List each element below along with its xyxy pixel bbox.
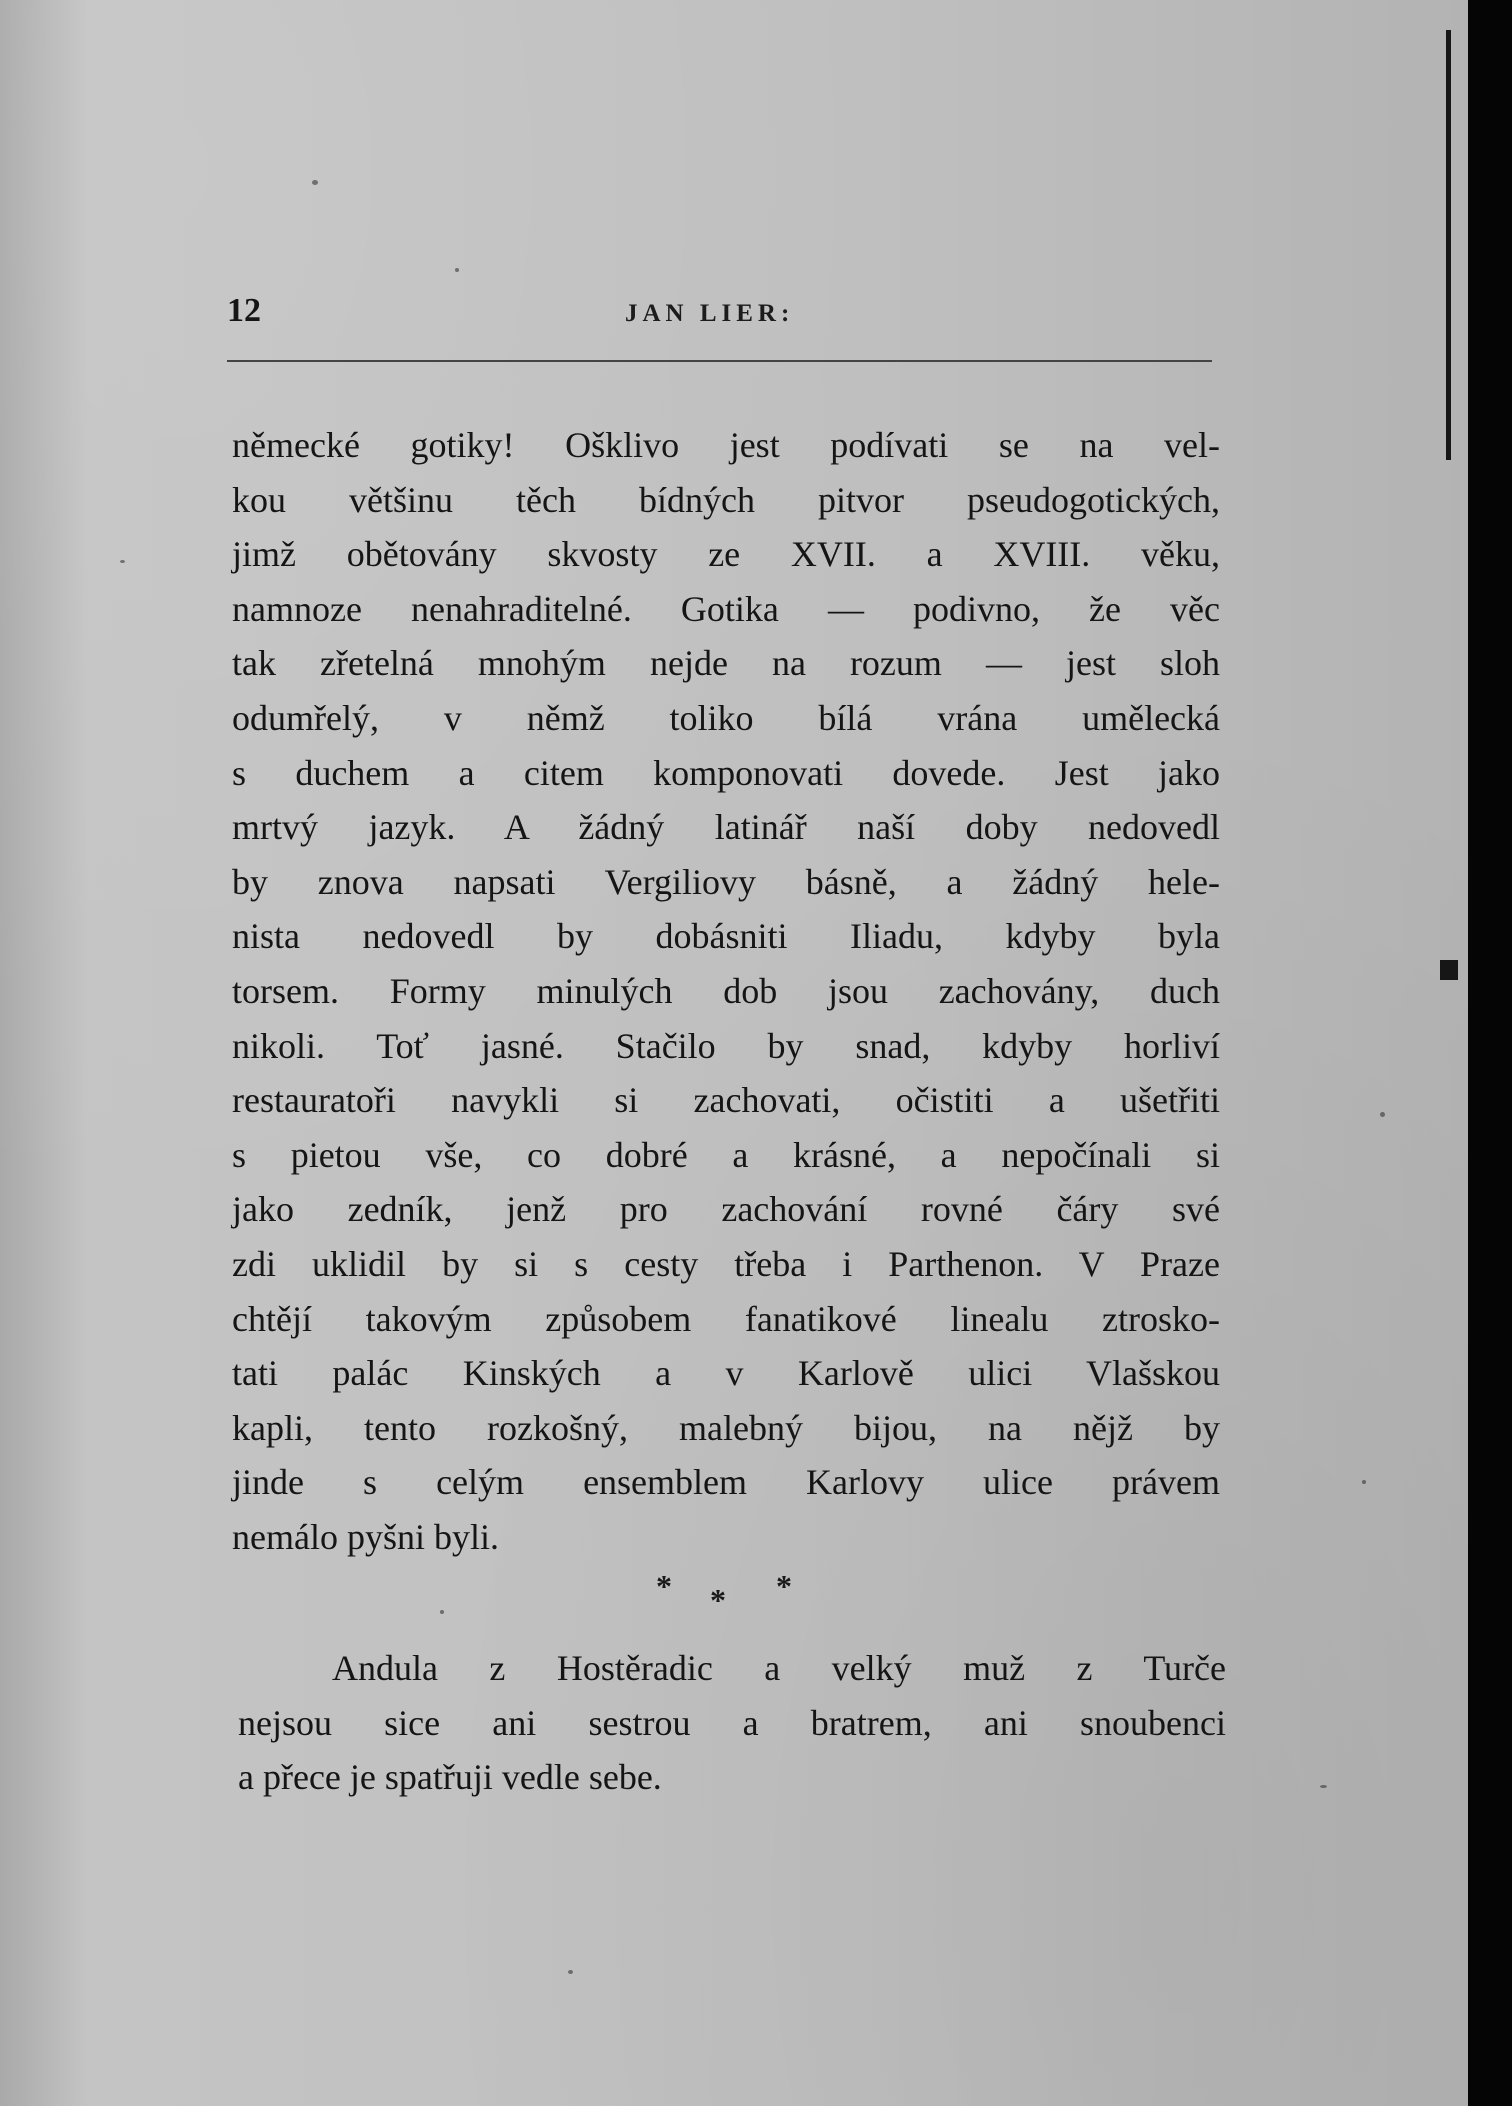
text-line: nikoli. Toť jasné. Stačilo by snad, kdyby horliví xyxy=(232,1025,1220,1066)
text-line: s pietou vše, co dobré a krásné, a nepočínali si xyxy=(232,1134,1220,1175)
text-line: mrtvý jazyk. A žádný latinář naší doby nedovedl xyxy=(232,807,1220,848)
body-paragraph-1 xyxy=(232,418,1220,1564)
text-line: zdi uklidil by si s cesty třeba i Parthenon. V Praze xyxy=(232,1243,1220,1284)
separator-asterisk: * xyxy=(776,1568,792,1604)
paper-speck xyxy=(1362,1480,1366,1484)
text-line: nemálo pyšni byli. xyxy=(232,1516,499,1557)
text-line: odumřelý, v němž toliko bílá vrána umělecká xyxy=(232,697,1220,738)
paper-speck xyxy=(120,560,125,563)
paper-speck xyxy=(1380,1112,1385,1117)
separator-asterisk: * xyxy=(710,1582,726,1618)
text-line: tati palác Kinských a v Karlově ulici Vlašskou xyxy=(232,1353,1220,1394)
text-line: kapli, tento rozkošný, malebný bijou, na nějž by xyxy=(232,1407,1220,1448)
separator-asterisk: * xyxy=(656,1568,672,1604)
page-header xyxy=(227,292,1213,342)
body-paragraph-2 xyxy=(238,1641,1226,1805)
text-line: kou většinu těch bídných pitvor pseudogotických, xyxy=(232,479,1220,520)
text-line: nejsou sice ani sestrou a bratrem, ani snoubenci xyxy=(238,1702,1226,1743)
text-line: jimž obětovány skvosty ze XVII. a XVIII. věku, xyxy=(232,534,1220,575)
text-line: jako zedník, jenž pro zachování rovné čáry své xyxy=(232,1189,1220,1230)
text-line: tak zřetelná mnohým nejde na rozum — jest sloh xyxy=(232,643,1220,684)
scan-border xyxy=(1468,0,1512,2106)
page-number: 12 xyxy=(227,292,261,329)
text-line: restauratoři navykli si zachovati, očistiti a ušetřiti xyxy=(232,1080,1220,1121)
paper-speck xyxy=(1320,1785,1327,1788)
running-head: JAN LIER: xyxy=(625,300,795,327)
text-line: namnoze nenahraditelné. Gotika — podivno, že věc xyxy=(232,588,1220,629)
text-line: a přece je spatřuji vedle sebe. xyxy=(238,1757,662,1798)
page-edge-mark xyxy=(1440,960,1458,980)
page-edge-shadow xyxy=(1446,30,1451,460)
header-rule xyxy=(227,360,1212,362)
paper-speck xyxy=(312,180,318,185)
text-line: jinde s celým ensemblem Karlovy ulice právem xyxy=(232,1462,1220,1503)
text-line: by znova napsati Vergiliovy básně, a žádný hele- xyxy=(232,861,1220,902)
text-line: s duchem a citem komponovati dovede. Jest jako xyxy=(232,752,1220,793)
text-line: torsem. Formy minulých dob jsou zachovány, duch xyxy=(232,970,1220,1011)
text-line: chtějí takovým způsobem fanatikové linealu ztrosko- xyxy=(232,1298,1220,1339)
text-line: Andula z Hostěradic a velký muž z Turče xyxy=(332,1648,1226,1688)
text-line: nista nedovedl by dobásniti Iliadu, kdyby byla xyxy=(232,916,1220,957)
paper-speck xyxy=(568,1970,573,1974)
text-line: německé gotiky! Ošklivo jest podívati se na vel- xyxy=(232,425,1220,465)
section-separator xyxy=(640,1568,820,1628)
paper-speck xyxy=(440,1610,444,1614)
paper-speck xyxy=(455,268,459,272)
